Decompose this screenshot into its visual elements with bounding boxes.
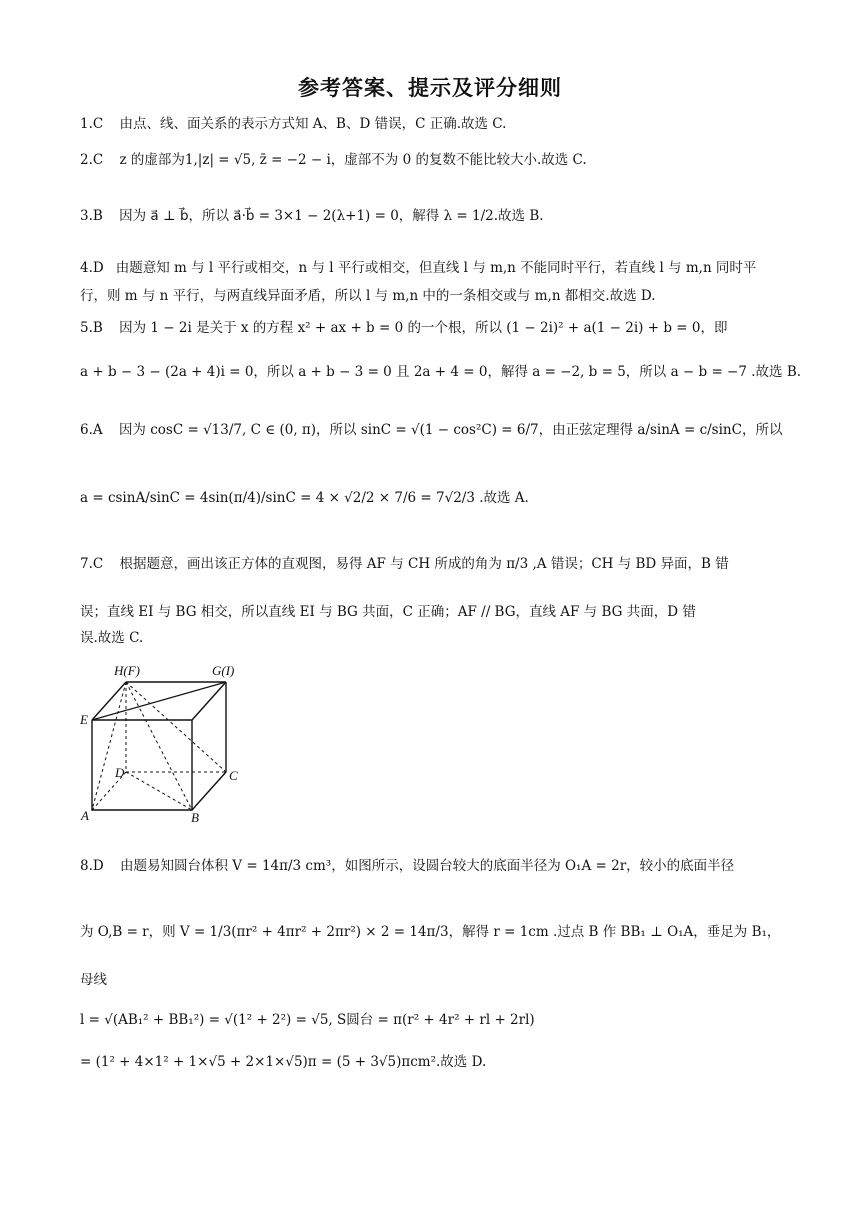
answer-text-line-2: 误；直线 EI 与 BG 相交，所以直线 EI 与 BG 共面，C 正确；AF // BG，直线 AF 与 BG 共面，D 错: [80, 604, 696, 620]
answer-text-line-2: a + b − 3 − (2a + 4)i = 0，所以 a + b − 3 = 0 且 2a + 4 = 0，解得 a = −2, b = 5，所以 a − b = −7 .故选 B.: [80, 364, 802, 380]
answer-8-cont-4: [80, 1052, 780, 1072]
answer-text-line-5: = (1² + 4×1² + 1×√5 + 2×1×√5)π = (5 + 3√5)πcm².故选 D.: [80, 1054, 487, 1070]
answer-8-cont: [80, 922, 780, 942]
diagonal-HC: [126, 682, 226, 772]
answer-number: 5.B: [80, 320, 103, 336]
answer-text-line-3: 母线: [80, 972, 107, 988]
answer-text-line-1: 根据题意，画出该正方体的直观图，易得 AF 与 CH 所成的角为 π/3 ,A 错误；CH 与 BD 异面，B 错: [119, 556, 729, 572]
answer-4: [80, 254, 780, 310]
answer-8: [80, 856, 780, 876]
answer-7-cont-2: [80, 628, 780, 648]
label-C: C: [229, 768, 238, 783]
answer-8-cont-2: [80, 970, 780, 990]
answer-number: 8.D: [80, 858, 104, 874]
answer-number: 1.C: [80, 116, 104, 132]
cube-figure: [78, 660, 248, 825]
answer-text-line-3: 误.故选 C.: [80, 630, 144, 646]
answer-number: 3.B: [80, 208, 103, 224]
answer-text: 由点、线、面关系的表示方式知 A、B、D 错误，C 正确.故选 C.: [119, 116, 507, 132]
answer-text-line-4: l = √(AB₁² + BB₁²) = √(1² + 2²) = √5, S圆台 = π(r² + 4r² + rl + 2rl): [80, 1012, 535, 1028]
answer-6-cont: [80, 488, 780, 508]
label-E: E: [80, 712, 88, 727]
label-H: H(F): [114, 663, 140, 678]
label-B: B: [191, 810, 199, 825]
answer-3: [80, 206, 780, 226]
answer-number: 6.A: [80, 422, 103, 438]
answer-text: 因为 a⃗ ⊥ b⃗，所以 a⃗·b⃗ = 3×1 − 2(λ+1) = 0，解得 λ = 1/2.故选 B.: [119, 208, 544, 224]
answer-number: 2.C: [80, 152, 104, 168]
diagonal-EG: [92, 682, 226, 720]
answer-number: 4.D: [80, 260, 104, 276]
answer-2: [80, 150, 780, 170]
answer-text-line-2: a = csinA/sinC = 4sin(π/4)/sinC = 4 × √2/2 × 7/6 = 7√2/3 .故选 A.: [80, 490, 529, 506]
answer-text: z 的虚部为1,|z| = √5, z̄ = −2 − i，虚部不为 0 的复数不能比较大小.故选 C.: [119, 152, 587, 168]
label-A: A: [81, 808, 89, 823]
answer-text-line-1: 因为 cosC = √13/7, C ∈ (0, π)，所以 sinC = √(1 − cos²C) = 6/7，由正弦定理得 a/sinA = c/sinC，所以: [118, 422, 783, 438]
label-G: G(I): [212, 663, 235, 678]
cube-edge-BC: [192, 772, 226, 810]
answer-text-line-2: 为 O,B = r，则 V = 1/3(πr² + 4πr² + 2πr²) × 2 = 14π/3，解得 r = 1cm .过点 B 作 BB₁ ⊥ O₁A，垂足为 B₁，: [80, 924, 781, 940]
answer-text-line-1: 由题易知圆台体积 V = 14π/3 cm³，如图所示，设圆台较大的底面半径为 O₁A = 2r，较小的底面半径: [120, 858, 735, 874]
answer-number: 7.C: [80, 556, 104, 572]
answer-1: [80, 114, 780, 134]
cube-front-face: [92, 720, 192, 810]
answer-5: [80, 318, 780, 338]
label-D: D: [115, 765, 125, 780]
cube-edge-G-top: [192, 682, 226, 720]
answer-5-cont: [80, 362, 802, 382]
answer-8-cont-3: [80, 1010, 780, 1030]
answer-text: 由题意知 m 与 l 平行或相交，n 与 l 平行或相交，但直线 l 与 m,n 不能同时平行，若直线 l 与 m,n 同时平行，则 m 与 n 平行，与两直线异面矛盾，所以 l 与 m,n 中的一条相交或与 m,n 都相交.故选 D.: [80, 260, 757, 304]
answer-7-cont: [80, 602, 780, 622]
answer-7: [80, 554, 780, 574]
answer-6: [80, 420, 783, 440]
answer-text-line-1: 因为 1 − 2i 是关于 x 的方程 x² + ax + b = 0 的一个根，所以 (1 − 2i)² + a(1 − 2i) + b = 0，即: [119, 320, 728, 336]
page-title: 参考答案、提示及评分细则: [298, 76, 562, 100]
